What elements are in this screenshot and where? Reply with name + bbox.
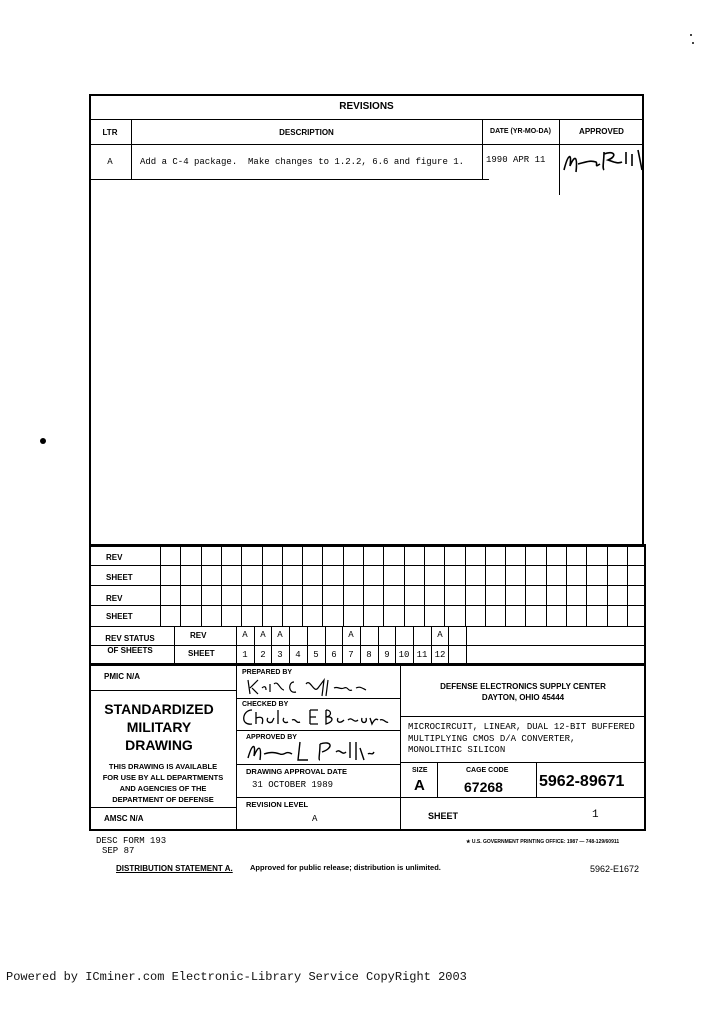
rev-status-label-1: REV STATUS [105,634,155,643]
size-label: SIZE [412,767,428,774]
sheet-number: 5 [313,650,319,660]
grid-col-line [466,626,467,663]
sheet-number: 3 [277,650,283,660]
distribution-label: DISTRIBUTION STATEMENT A. [116,864,233,873]
agency-line2: DAYTON, OHIO 45444 [481,693,565,702]
grid-row-line [174,645,646,646]
grid-row-line [89,585,646,586]
cage-value: 67268 [464,779,503,795]
availability-line2: FOR USE BY ALL DEPARTMENTS [102,773,224,782]
grid-col-line [424,544,425,626]
revision-date: 1990 APR 11 [486,155,546,165]
rev-label-1: REV [106,553,123,562]
grid-col-line [404,544,405,626]
size-value: A [414,777,425,794]
grid-col-line [505,544,506,626]
amsc-label: AMSC N/A [104,814,144,823]
standardized-line2: MILITARY [126,719,192,735]
rev-status-value: A [242,630,248,640]
distribution-text: Approved for public release; distribution is unlimited. [250,863,441,872]
rev-status-label-2: OF SHEETS [107,646,153,655]
revision-level-label: REVISION LEVEL [246,800,309,809]
form-number: DESC FORM 193 [96,836,167,846]
sheet-number: 1 [242,650,248,660]
header-date: DATE (YR-MO-DA) [490,128,551,135]
sheet-value: 1 [592,809,599,821]
powered-by: Powered by ICminer.com Electronic-Library Service CopyRight 2003 [6,970,467,984]
revisions-title: REVISIONS [339,101,394,112]
sheet-label: SHEET [428,811,459,821]
scan-speck-2 [692,42,694,44]
grid-col-line [160,544,161,626]
gpo-note: ★ U.S. GOVERNMENT PRINTING OFFICE: 1987 — 748-129/60911 [466,839,620,845]
rev-status-sheet: SHEET [188,649,215,658]
pmic-label: PMIC N/A [104,672,140,681]
grid-col-line [383,544,384,626]
approved-by-signature [244,738,384,764]
approved-signature [560,146,650,180]
grid-col-line [566,544,567,626]
drawing-number: 5962-89671 [539,773,625,790]
grid-row-line [89,565,646,566]
revision-level: A [312,814,318,824]
sheet-number: 6 [331,650,337,660]
approval-date: 31 OCTOBER 1989 [252,780,334,790]
rev-status-value: A [277,630,283,640]
grid-col-line [525,544,526,626]
standardized-line1: STANDARDIZED [104,701,214,717]
availability-line3: AND AGENCIES OF THE [119,784,207,793]
prepared-signature [244,676,384,698]
form-date: SEP 87 [102,846,135,856]
sheet-number: 7 [348,650,354,660]
availability-line1: THIS DRAWING IS AVAILABLE [108,762,218,771]
sheet-number: 11 [416,650,428,660]
sheet-number: 4 [295,650,301,660]
rev-status-value: A [348,630,354,640]
grid-col-line [302,544,303,626]
revision-description: Add a C-4 package. Make changes to 1.2.2, 6.6 and figure 1. [140,157,465,167]
prepared-by-label: PREPARED BY [242,669,293,676]
sheet-label-2: SHEET [106,612,133,621]
header-ltr: LTR [102,128,118,137]
agency-line1: DEFENSE ELECTRONICS SUPPLY CENTER [440,682,606,691]
rev-status-rev: REV [190,631,207,640]
sheet-label-1: SHEET [106,573,133,582]
grid-col-line [262,544,263,626]
grid-col-line [485,544,486,626]
checked-signature [240,706,390,730]
standardized-line3: DRAWING [125,737,193,753]
grid-col-line [180,544,181,626]
sheet-number: 10 [398,650,410,660]
grid-col-line [465,544,466,626]
grid-col-line [607,544,608,626]
document-code: 5962-E1672 [590,864,640,874]
grid-col-line [201,544,202,626]
grid-col-line [363,544,364,626]
title-line1: MICROCIRCUIT, LINEAR, DUAL 12-BIT BUFFERED [408,722,635,732]
grid-col-line [586,544,587,626]
title-line3: MONOLITHIC SILICON [408,745,506,755]
grid-col-line [444,544,445,626]
title-line2: MULTIPLYING CMOS D/A CONVERTER, [408,734,576,744]
sheet-number: 8 [366,650,372,660]
header-approved: APPROVED [579,127,624,136]
grid-col-line [221,544,222,626]
grid-col-line [627,544,628,626]
scan-dot [40,438,46,444]
cage-label: CAGE CODE [466,767,509,774]
checked-by-label: CHECKED BY [242,701,289,708]
grid-col-line [343,544,344,626]
grid-row-line [89,626,646,627]
rev-label-2: REV [106,594,123,603]
grid-col-line [282,544,283,626]
availability-line4: DEPARTMENT OF DEFENSE [112,795,214,804]
grid-col-line [241,544,242,626]
grid-col-line [322,544,323,626]
grid-row-line [89,605,646,606]
scan-speck [690,34,692,36]
header-description: DESCRIPTION [279,128,334,137]
rev-status-value: A [260,630,266,640]
sheet-number: 9 [384,650,390,660]
approval-date-label: DRAWING APPROVAL DATE [246,767,347,776]
sheet-number: 12 [434,650,446,660]
rev-status-value: A [437,630,443,640]
approved-by-label: APPROVED BY [246,734,297,741]
sheet-number: 2 [260,650,266,660]
grid-col-line [546,544,547,626]
revision-ltr: A [107,157,113,167]
